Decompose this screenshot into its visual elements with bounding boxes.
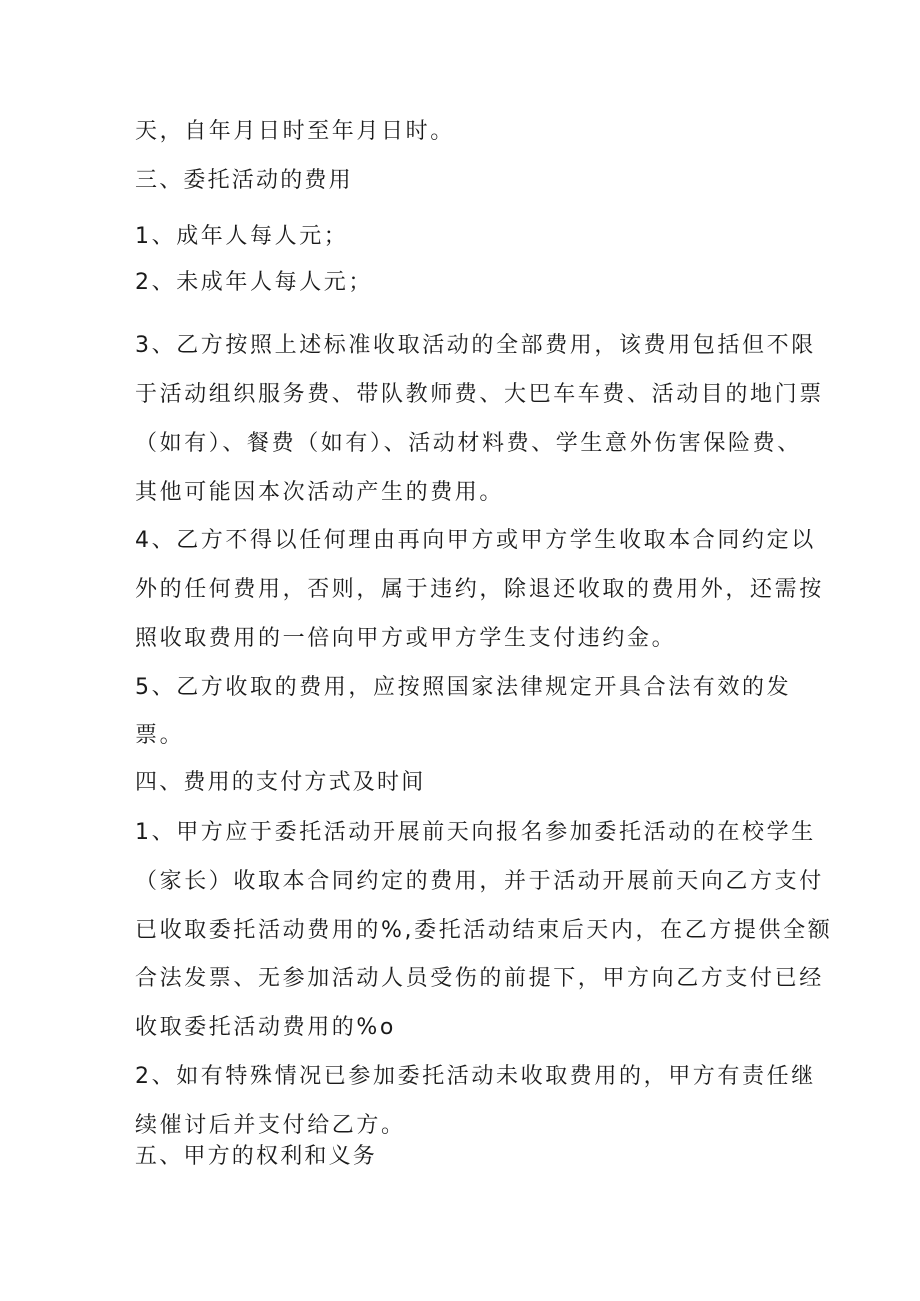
- text-line-16: （家长）收取本合同约定的费用，并于活动开展前天向乙方支付: [135, 869, 824, 894]
- text-line-8: 其他可能因本次活动产生的费用。: [135, 480, 505, 505]
- text-line-9: 4、乙方不得以任何理由再向甲方或甲方学生收取本合同约定以: [135, 528, 816, 553]
- text-line-11: 照收取费用的一倍向甲方或甲方学生支付违约金。: [135, 626, 677, 651]
- text-line-18: 合法发票、无参加活动人员受伤的前提下，甲方向乙方支付已经: [135, 966, 824, 991]
- text-line-4: 2、未成年人每人元；: [135, 270, 373, 295]
- section-heading-4: 四、费用的支付方式及时间: [135, 770, 426, 795]
- text-line-12: 5、乙方收取的费用，应按照国家法律规定开具合法有效的发: [135, 675, 792, 700]
- text-line-19: 收取委托活动费用的%o: [135, 1015, 396, 1040]
- text-line-21: 续催讨后并支付给乙方。: [135, 1113, 406, 1138]
- text-line-13: 票。: [135, 723, 185, 748]
- section-heading-5: 五、甲方的权利和义务: [135, 1144, 378, 1169]
- text-line-20: 2、如有特殊情况已参加委托活动未收取费用的，甲方有责任继: [135, 1064, 816, 1089]
- text-line-15: 1、甲方应于委托活动开展前天向报名参加委托活动的在校学生: [135, 820, 816, 845]
- text-line-5: 3、乙方按照上述标准收取活动的全部费用，该费用包括但不限: [135, 333, 816, 358]
- text-line-1: 天，自年月日时至年月日时。: [135, 119, 455, 144]
- text-line-10: 外的任何费用，否则，属于违约，除退还收取的费用外，还需按: [135, 577, 824, 602]
- section-heading-3: 三、委托活动的费用: [135, 168, 353, 193]
- text-line-3: 1、成年人每人元；: [135, 224, 349, 249]
- text-line-7: （如有）、餐费（如有）、活动材料费、学生意外伤害保险费、: [135, 431, 802, 456]
- text-line-17: 已收取委托活动费用的%,委托活动结束后天内，在乙方提供全额: [135, 918, 833, 943]
- text-line-6: 于活动组织服务费、带队教师费、大巴车车费、活动目的地门票: [135, 382, 824, 407]
